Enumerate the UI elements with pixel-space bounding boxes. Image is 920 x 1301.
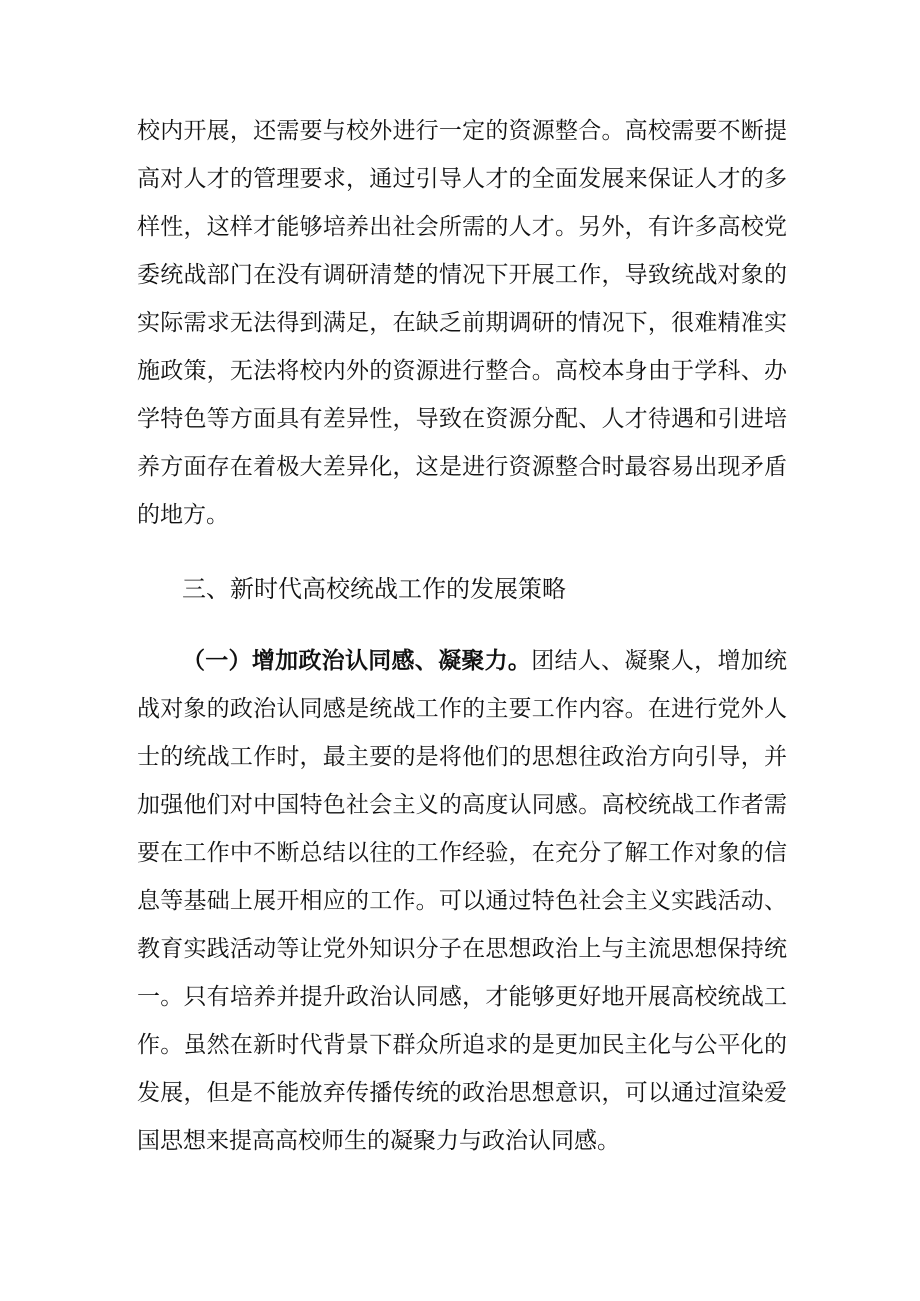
paragraph-line: 士的统战工作时，最主要的是将他们的思想往政治方向引导，并 [137,744,787,770]
subsection-title: （一）增加政治认同感、凝聚力。 [182,648,532,674]
paragraph-line: 的地方。 [137,502,229,528]
paragraph-line: 息等基础上展开相应的工作。可以通过特色社会主义实践活动、 [137,888,787,914]
paragraph-line: 一。只有培养并提升政治认同感，才能够更好地开展高校统战工 [137,984,787,1010]
paragraph-line: 战对象的政治认同感是统战工作的主要工作内容。在进行党外人 [137,696,787,722]
paragraph-line: 国思想来提高高校师生的凝聚力与政治认同感。 [137,1128,620,1154]
paragraph-line: 委统战部门在没有调研清楚的情况下开展工作，导致统战对象的 [137,262,787,288]
section-heading: 三、新时代高校统战工作的发展策略 [182,575,566,603]
paragraph-line: 发展，但是不能放弃传播传统的政治思想意识，可以通过渲染爱 [137,1080,787,1106]
paragraph-line: 教育实践活动等让党外知识分子在思想政治上与主流思想保持统 [137,936,787,962]
paragraph-line: 样性，这样才能够培养出社会所需的人才。另外，有许多高校党 [137,214,787,240]
paragraph-line: 加强他们对中国特色社会主义的高度认同感。高校统战工作者需 [137,792,787,818]
paragraph-line: 实际需求无法得到满足，在缺乏前期调研的情况下，很难精准实 [137,310,787,336]
paragraph-line: 学特色等方面具有差异性，导致在资源分配、人才待遇和引进培 [137,406,787,432]
subsection-first-line [182,646,787,676]
paragraph-line: 要在工作中不断总结以往的工作经验，在充分了解工作对象的信 [137,840,787,866]
paragraph-line: 高对人才的管理要求，通过引导人才的全面发展来保证人才的多 [137,166,787,192]
paragraph-line: 养方面存在着极大差异化，这是进行资源整合时最容易出现矛盾 [137,454,787,480]
paragraph-line: 作。虽然在新时代背景下群众所追求的是更加民主化与公平化的 [137,1032,787,1058]
paragraph-line: 施政策，无法将校内外的资源进行整合。高校本身由于学科、办 [137,358,787,384]
paragraph-line: 校内开展，还需要与校外进行一定的资源整合。高校需要不断提 [137,118,787,144]
subsection-first-line-text: 团结人、凝聚人，增加统 [531,648,788,674]
